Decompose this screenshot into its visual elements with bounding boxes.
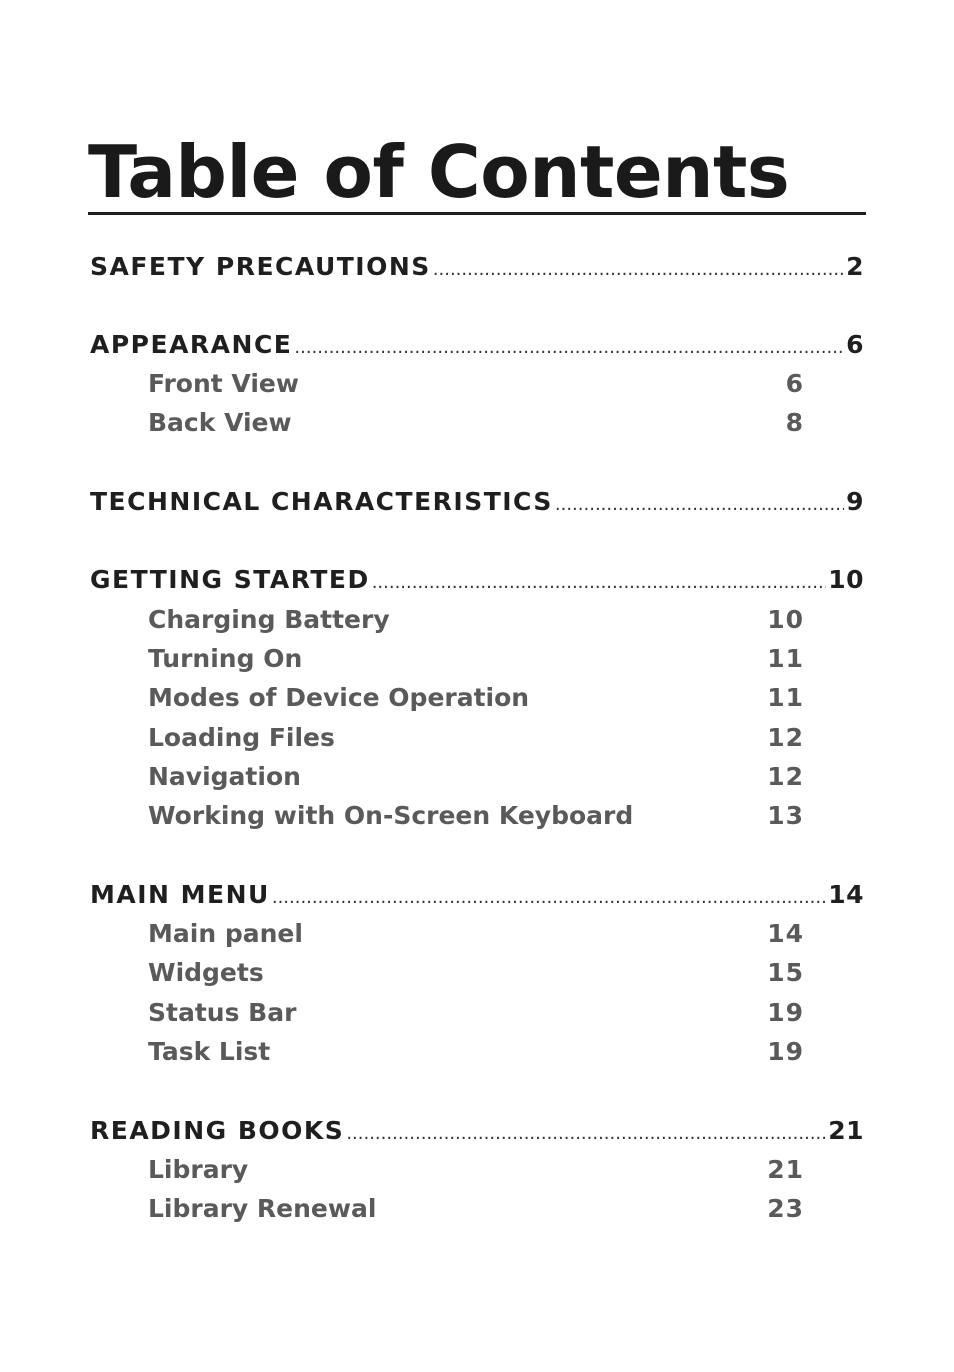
toc-section-title: SAFETY PRECAUTIONS [90, 252, 431, 281]
toc-item-back-view[interactable] [148, 408, 804, 442]
toc-section-page: 21 [828, 1116, 864, 1145]
toc-item-page: 8 [785, 408, 804, 437]
toc-item-status-bar[interactable] [148, 998, 804, 1032]
toc-section-technical-characteristics[interactable] [90, 487, 864, 521]
toc-section-page: 6 [846, 330, 864, 359]
toc-section-page: 9 [846, 487, 864, 516]
toc-section-title: GETTING STARTED [90, 565, 370, 594]
toc-section-title: APPEARANCE [90, 330, 293, 359]
toc-item-title: Main panel [148, 919, 303, 948]
toc-item-page: 21 [767, 1155, 804, 1184]
toc-section-reading-books[interactable] [90, 1116, 864, 1150]
toc-section-page: 10 [828, 565, 864, 594]
toc-section-appearance[interactable] [90, 330, 864, 364]
toc-section-page: 2 [846, 252, 864, 281]
toc-item-page: 15 [767, 958, 804, 987]
toc-section-title: TECHNICAL CHARACTERISTICS [90, 487, 553, 516]
toc-item-title: Modes of Device Operation [148, 683, 530, 712]
toc-item-page: 12 [767, 762, 804, 791]
toc-section-getting-started[interactable] [90, 565, 864, 599]
toc-item-main-panel[interactable] [148, 919, 804, 953]
toc-item-title: Library [148, 1155, 249, 1184]
toc-item-working-with-on-screen-keyboard[interactable] [148, 801, 804, 835]
toc-item-widgets[interactable] [148, 958, 804, 992]
toc-item-page: 6 [785, 369, 804, 398]
toc-item-page: 13 [767, 801, 804, 830]
toc-item-page: 11 [767, 683, 804, 712]
toc-section-main-menu[interactable] [90, 880, 864, 914]
toc-item-library-renewal[interactable] [148, 1194, 804, 1228]
toc-item-page: 23 [767, 1194, 804, 1223]
toc-item-page: 12 [767, 723, 804, 752]
toc-leader-dots [372, 572, 827, 593]
toc-leader-dots [272, 887, 826, 908]
toc-section-title: READING BOOKS [90, 1116, 345, 1145]
toc-leader-dots [294, 337, 844, 358]
toc-leader-dots [433, 259, 844, 280]
toc-item-title: Charging Battery [148, 605, 390, 634]
toc-section-title: MAIN MENU [90, 880, 270, 909]
toc-item-page: 10 [767, 605, 804, 634]
toc-item-title: Turning On [148, 644, 303, 673]
toc-item-title: Loading Files [148, 723, 335, 752]
toc-item-title: Library Renewal [148, 1194, 377, 1223]
toc-item-charging-battery[interactable] [148, 605, 804, 639]
toc-leader-dots [555, 494, 844, 515]
toc-item-page: 19 [767, 998, 804, 1027]
page-title: Table of Contents [88, 132, 866, 215]
toc-item-title: Navigation [148, 762, 301, 791]
toc-item-page: 14 [767, 919, 804, 948]
toc-leader-dots [346, 1123, 826, 1144]
toc-item-page: 19 [767, 1037, 804, 1066]
toc-section-safety-precautions[interactable] [90, 252, 864, 286]
toc-item-turning-on[interactable] [148, 644, 804, 678]
toc-item-modes-of-device-operation[interactable] [148, 683, 804, 717]
toc-item-title: Front View [148, 369, 299, 398]
toc-item-page: 11 [767, 644, 804, 673]
toc-item-title: Task List [148, 1037, 271, 1066]
toc-item-loading-files[interactable] [148, 723, 804, 757]
toc-item-title: Working with On-Screen Keyboard [148, 801, 634, 830]
toc-item-navigation[interactable] [148, 762, 804, 796]
toc-section-page: 14 [828, 880, 864, 909]
toc-item-front-view[interactable] [148, 369, 804, 403]
toc-item-title: Widgets [148, 958, 264, 987]
toc-item-task-list[interactable] [148, 1037, 804, 1071]
toc-item-title: Back View [148, 408, 292, 437]
toc-item-library[interactable] [148, 1155, 804, 1189]
toc-item-title: Status Bar [148, 998, 297, 1027]
